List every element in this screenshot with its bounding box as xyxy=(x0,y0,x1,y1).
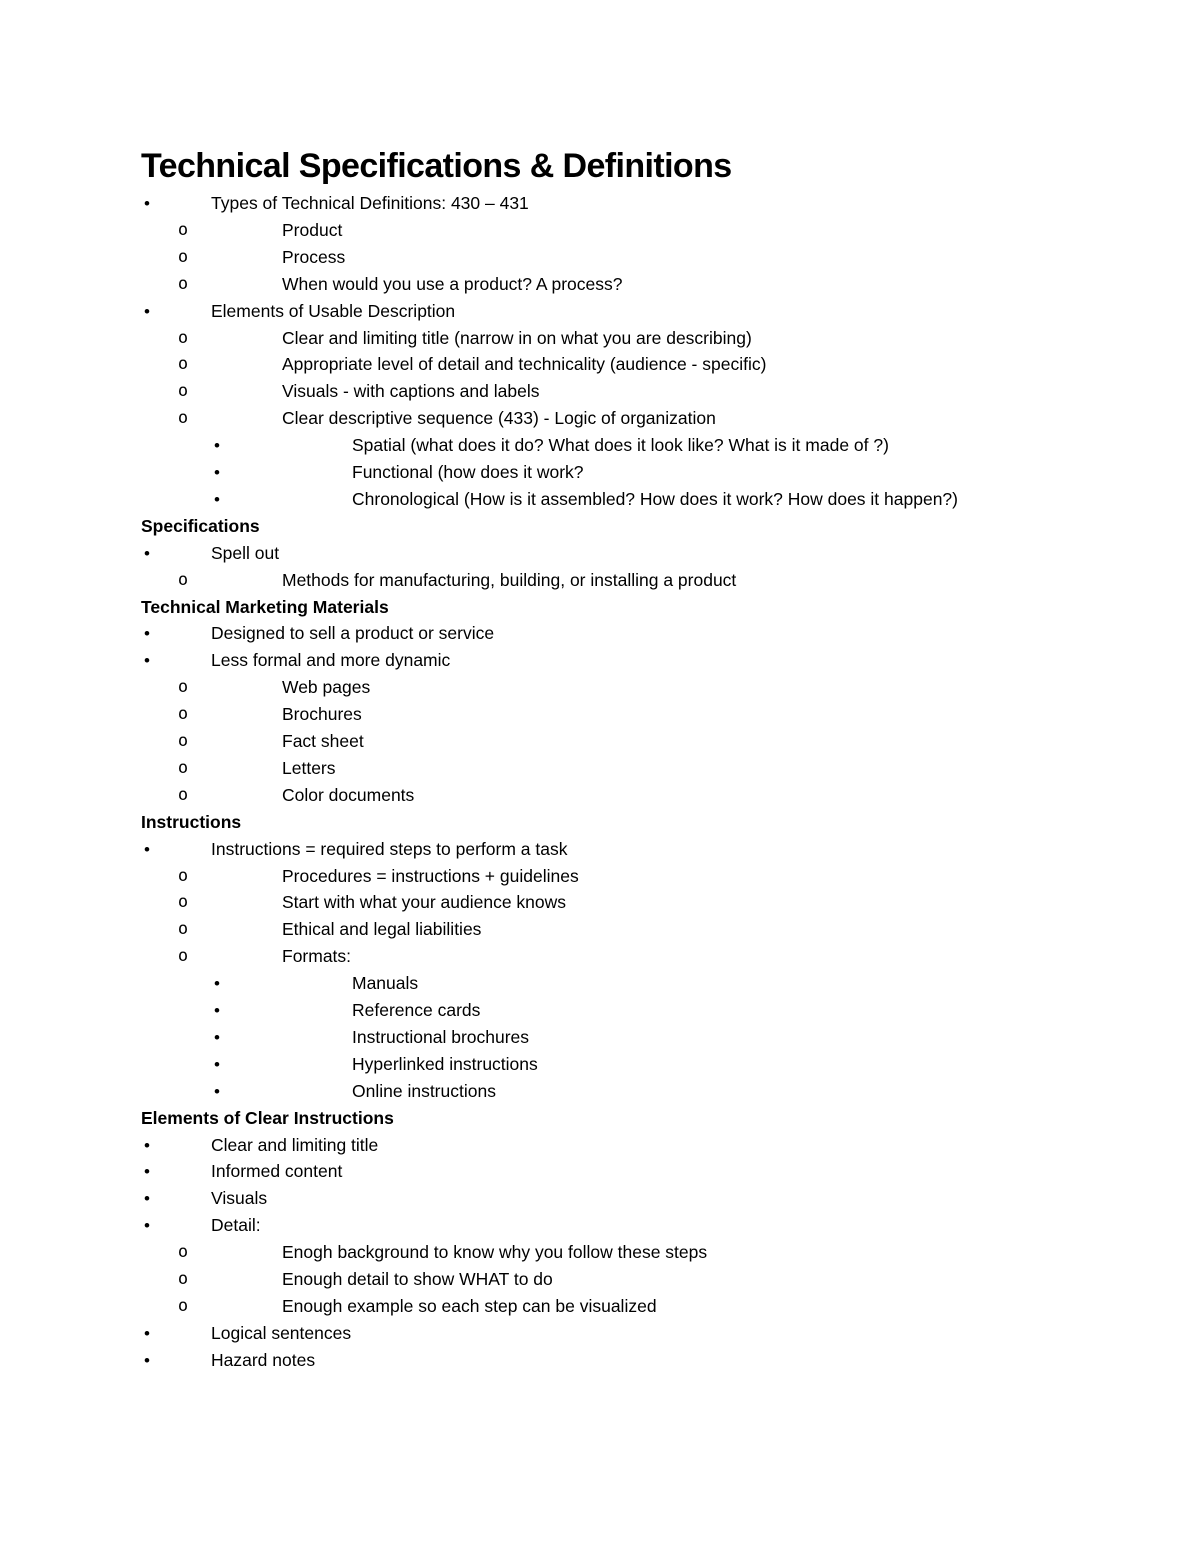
bullet-icon: • xyxy=(214,1027,220,1047)
circle-bullet-icon: o xyxy=(177,784,189,805)
list-item xyxy=(0,459,1200,486)
section-heading-row xyxy=(0,809,1200,836)
list-item xyxy=(0,298,1200,325)
list-item-text: Appropriate level of detail and technicality (audience - specific) xyxy=(282,354,767,375)
list-item xyxy=(0,190,1200,217)
list-item xyxy=(0,728,1200,755)
list-item xyxy=(0,325,1200,352)
bullet-icon: • xyxy=(144,301,150,321)
bullet-icon: • xyxy=(144,194,150,213)
circle-bullet-icon: o xyxy=(177,946,189,967)
circle-bullet-icon: o xyxy=(177,1242,189,1263)
list-item-text: Informed content xyxy=(211,1161,343,1182)
bullet-icon: • xyxy=(144,839,150,859)
list-item xyxy=(0,1078,1200,1105)
list-item-text: Procedures = instructions + guidelines xyxy=(282,865,579,886)
bullet-icon: • xyxy=(144,624,150,644)
list-item xyxy=(0,405,1200,432)
list-item xyxy=(0,620,1200,647)
bullet-icon: • xyxy=(144,1162,150,1182)
list-item xyxy=(0,970,1200,997)
list-item xyxy=(0,836,1200,863)
section-heading: Specifications xyxy=(141,515,260,536)
circle-bullet-icon: o xyxy=(177,704,189,725)
list-item xyxy=(0,1132,1200,1159)
bullet-icon: • xyxy=(214,1054,220,1074)
circle-bullet-icon: o xyxy=(177,408,189,429)
list-item-text: Fact sheet xyxy=(282,731,364,751)
section-heading-row xyxy=(0,513,1200,540)
list-item xyxy=(0,1347,1200,1374)
list-item-text: Visuals - with captions and labels xyxy=(282,381,540,402)
list-item-text: Brochures xyxy=(282,704,362,725)
bullet-icon: • xyxy=(144,1350,150,1370)
list-item xyxy=(0,1239,1200,1266)
bullet-icon: • xyxy=(214,974,220,994)
list-item xyxy=(0,647,1200,674)
list-item-text: Types of Technical Definitions: 430 – 431 xyxy=(211,193,529,213)
circle-bullet-icon: o xyxy=(177,219,189,240)
list-item-text: Ethical and legal liabilities xyxy=(282,919,482,940)
circle-bullet-icon: o xyxy=(177,1269,189,1289)
list-item-text: Instructions = required steps to perform a task xyxy=(211,838,568,859)
list-item-text: Spatial (what does it do? What does it look like? What is it made of ?) xyxy=(352,435,889,456)
bullet-icon: • xyxy=(214,463,220,482)
bullet-icon: • xyxy=(214,489,220,509)
list-item-text: Process xyxy=(282,246,346,267)
list-item-text: Product xyxy=(282,219,343,240)
list-item-text: Less formal and more dynamic xyxy=(211,650,451,671)
list-item-text: Clear descriptive sequence (433) - Logic of organization xyxy=(282,408,716,429)
circle-bullet-icon: o xyxy=(177,273,189,294)
circle-bullet-icon: o xyxy=(177,354,189,375)
list-item xyxy=(0,863,1200,890)
list-item-text: Hazard notes xyxy=(211,1349,316,1370)
list-item xyxy=(0,567,1200,594)
list-item xyxy=(0,351,1200,378)
list-item-text: Functional (how does it work? xyxy=(352,462,584,482)
circle-bullet-icon: o xyxy=(177,569,189,590)
list-item-text: Enough example so each step can be visualized xyxy=(282,1295,657,1316)
list-item xyxy=(0,486,1200,513)
list-item xyxy=(0,997,1200,1024)
circle-bullet-icon: o xyxy=(177,919,189,940)
list-item xyxy=(0,432,1200,459)
list-item-text: Instructional brochures xyxy=(352,1026,530,1047)
circle-bullet-icon: o xyxy=(177,892,189,913)
list-item xyxy=(0,217,1200,244)
list-item xyxy=(0,378,1200,405)
list-item xyxy=(0,916,1200,943)
list-item xyxy=(0,1051,1200,1078)
list-item-text: Formats: xyxy=(282,946,352,967)
section-heading: Technical Marketing Materials xyxy=(141,596,389,617)
section-heading: Instructions xyxy=(141,811,242,832)
list-item-text: Hyperlinked instructions xyxy=(352,1053,538,1074)
section-heading: Elements of Clear Instructions xyxy=(141,1107,394,1128)
bullet-icon: • xyxy=(144,543,150,563)
list-item xyxy=(0,271,1200,298)
circle-bullet-icon: o xyxy=(177,1295,189,1316)
list-item-text: When would you use a product? A process? xyxy=(282,273,623,294)
list-item xyxy=(0,674,1200,701)
list-item xyxy=(0,943,1200,970)
list-item-text: Reference cards xyxy=(352,1000,481,1020)
bullet-icon: • xyxy=(144,1323,150,1343)
list-item-text: Clear and limiting title (narrow in on what you are describing) xyxy=(282,327,752,348)
list-item xyxy=(0,889,1200,916)
page-title: Technical Specifications & Definitions xyxy=(141,147,732,185)
list-item-text: Clear and limiting title xyxy=(211,1134,379,1155)
list-item-text: Web pages xyxy=(282,677,371,698)
circle-bullet-icon: o xyxy=(177,865,189,886)
list-item-text: Start with what your audience knows xyxy=(282,892,567,913)
list-item-text: Enogh background to know why you follow these steps xyxy=(282,1242,708,1263)
bullet-icon: • xyxy=(214,1001,220,1020)
bullet-icon: • xyxy=(214,436,220,456)
circle-bullet-icon: o xyxy=(177,731,189,751)
list-item-text: Elements of Usable Description xyxy=(211,300,456,321)
list-item xyxy=(0,1266,1200,1293)
list-item-text: Chronological (How is it assembled? How does it work? How does it happen?) xyxy=(352,488,958,509)
bullet-icon: • xyxy=(144,1135,150,1155)
circle-bullet-icon: o xyxy=(177,757,189,778)
circle-bullet-icon: o xyxy=(177,246,189,267)
bullet-icon: • xyxy=(214,1081,220,1101)
circle-bullet-icon: o xyxy=(177,677,189,698)
circle-bullet-icon: o xyxy=(177,381,189,402)
list-item-text: Logical sentences xyxy=(211,1322,352,1343)
list-item-text: Letters xyxy=(282,757,336,778)
list-item xyxy=(0,244,1200,271)
list-item xyxy=(0,1320,1200,1347)
list-item xyxy=(0,1293,1200,1320)
list-item-text: Online instructions xyxy=(352,1080,496,1101)
list-item-text: Enough detail to show WHAT to do xyxy=(282,1269,553,1289)
list-item xyxy=(0,701,1200,728)
list-item-text: Detail: xyxy=(211,1215,261,1236)
list-item xyxy=(0,1158,1200,1185)
list-item xyxy=(0,1024,1200,1051)
list-item-text: Visuals xyxy=(211,1188,268,1209)
section-heading-row xyxy=(0,594,1200,621)
list-item xyxy=(0,540,1200,567)
list-item-text: Spell out xyxy=(211,542,280,563)
list-item-text: Manuals xyxy=(352,973,419,994)
list-item-text: Methods for manufacturing, building, or installing a product xyxy=(282,569,737,590)
section-heading-row xyxy=(0,1105,1200,1132)
list-item-text: Color documents xyxy=(282,784,415,805)
list-item xyxy=(0,782,1200,809)
bullet-icon: • xyxy=(144,1189,150,1209)
list-item xyxy=(0,755,1200,782)
bullet-icon: • xyxy=(144,651,150,671)
list-item-text: Designed to sell a product or service xyxy=(211,623,495,644)
list-item xyxy=(0,1185,1200,1212)
list-item xyxy=(0,1212,1200,1239)
circle-bullet-icon: o xyxy=(177,327,189,348)
bullet-icon: • xyxy=(144,1216,150,1236)
